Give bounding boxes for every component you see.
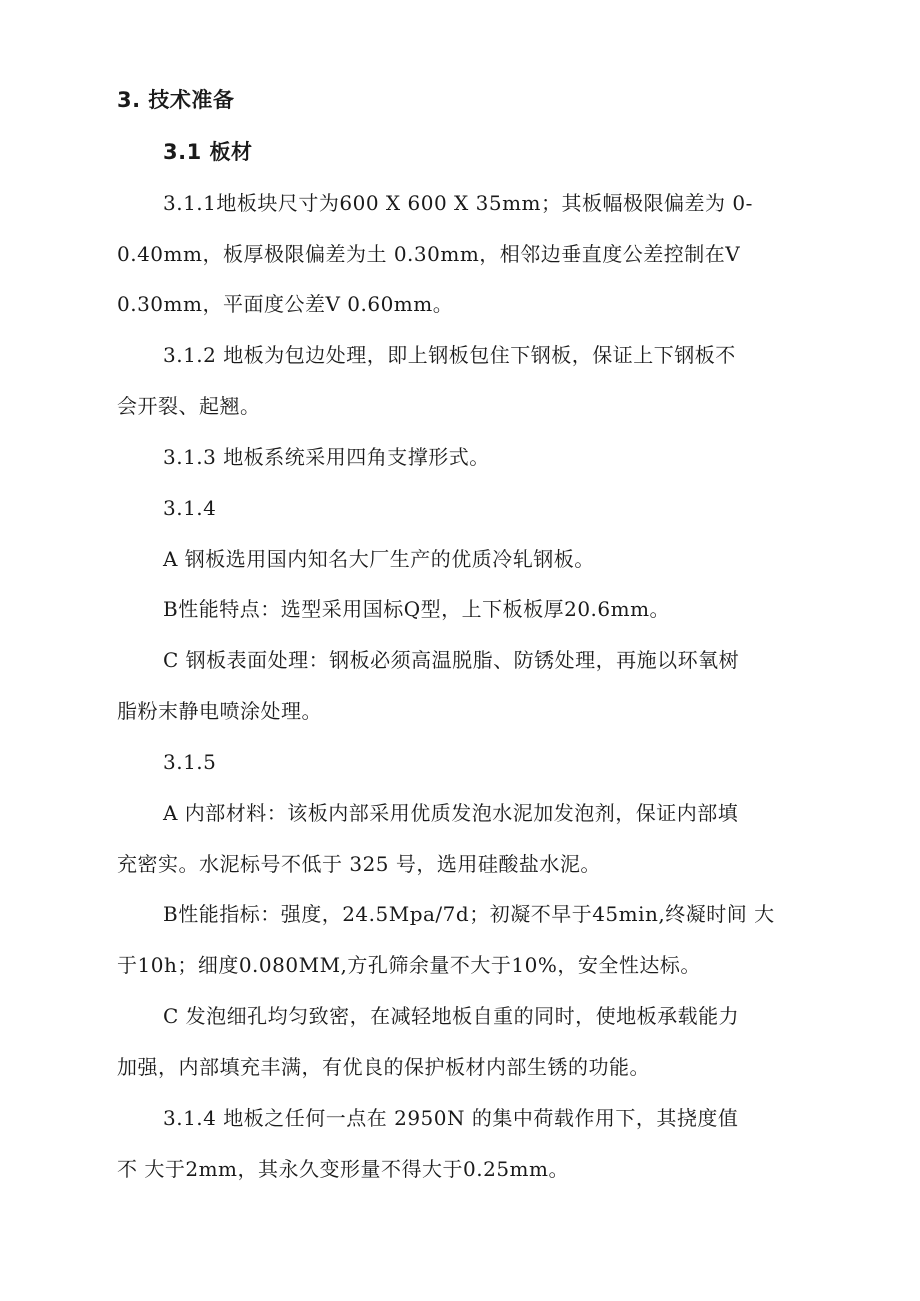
paragraph-line: 于10h；细度0.080MM,方孔筛余量不大于10%，安全性达标。 [117,953,701,977]
paragraph-line: 3.1.4 [163,496,217,520]
paragraph-line: A 钢板选用国内知名大厂生产的优质冷轧钢板。 [163,547,595,571]
paragraph-line: 0.40mm，板厚极限偏差为土 0.30mm，相邻边垂直度公差控制在V [117,242,741,266]
paragraph-line: 充密实。水泥标号不低于 325 号，选用硅酸盐水泥。 [117,852,601,876]
paragraph-line: B性能指标：强度，24.5Mpa/7d；初凝不早于45min,终凝时间 大 [163,902,775,926]
paragraph-line: 会开裂、起翘。 [117,394,261,418]
paragraph-line: 0.30mm，平面度公差V 0.60mm。 [117,292,454,316]
paragraph-line: 脂粉末静电喷涂处理。 [117,699,322,723]
paragraph-line: C 钢板表面处理：钢板必须高温脱脂、防锈处理，再施以环氧树 [163,648,740,672]
paragraph-line: 3.1.5 [163,750,217,774]
paragraph-line: B性能特点：选型采用国标Q型，上下板板厚20.6mm。 [163,597,671,621]
paragraph-line: C 发泡细孔均匀致密，在减轻地板自重的同时，使地板承载能力 [163,1004,740,1028]
paragraph-line: 3.1.1地板块尺寸为600 X 600 X 35mm；其板幅极限偏差为 0- [163,191,753,215]
paragraph-line: 3.1.3 地板系统采用四角支撑形式。 [163,445,490,469]
section-heading: 3. 技术准备 [117,88,235,112]
paragraph-line: 不 大于2mm，其永久变形量不得大于0.25mm。 [117,1157,569,1181]
paragraph-line: 3.1.4 地板之任何一点在 2950N 的集中荷载作用下，其挠度值 [163,1106,739,1130]
subsection-heading: 3.1 板材 [163,140,253,164]
paragraph-line: 加强，内部填充丰满，有优良的保护板材内部生锈的功能。 [117,1055,650,1079]
paragraph-line: A 内部材料：该板内部采用优质发泡水泥加发泡剂，保证内部填 [163,801,739,825]
paragraph-line: 3.1.2 地板为包边处理，即上钢板包住下钢板，保证上下钢板不 [163,343,736,367]
